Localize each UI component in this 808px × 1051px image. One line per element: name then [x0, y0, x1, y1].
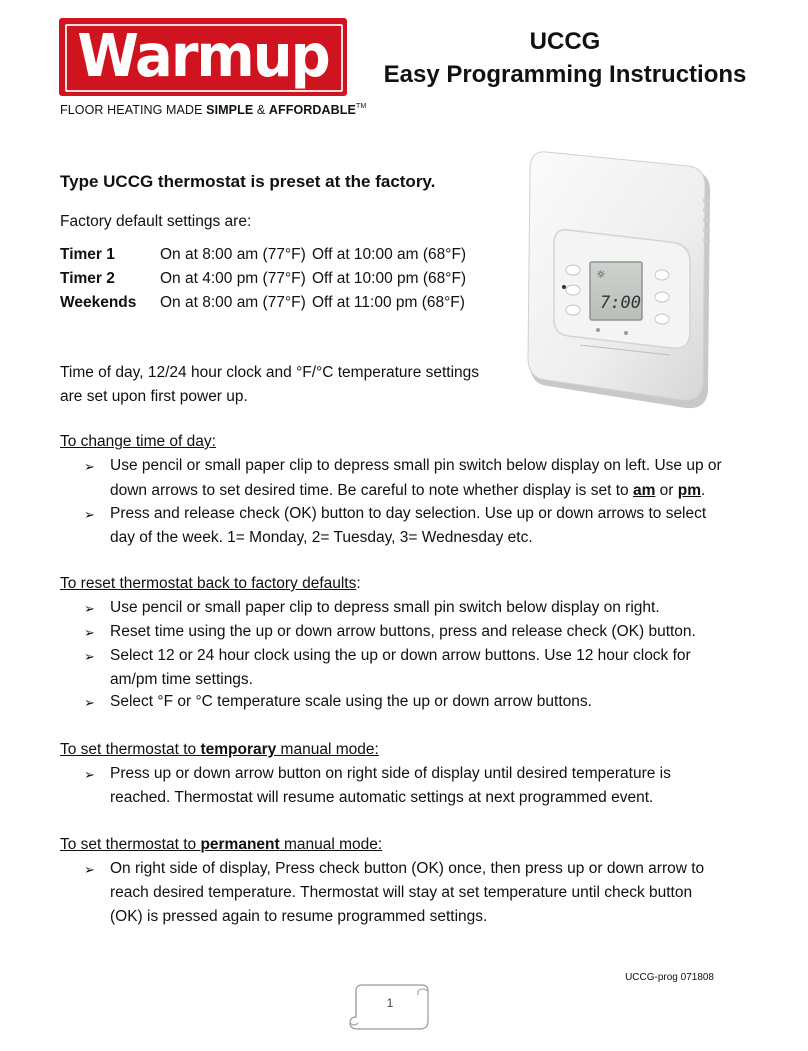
permanent-step-line-1: On right side of display, Press check button (OK) once, then press up or down arrow to	[110, 860, 705, 877]
section-title-temporary: To set thermostat to temporary manual mode:	[60, 741, 379, 758]
temporary-step-line-2: reached. Thermostat will resume automatic settings at next programmed event.	[110, 789, 654, 806]
doc-code: UCCG-prog 071808	[625, 972, 714, 983]
schedule-on: On at 8:00 am (77°F)	[160, 246, 306, 263]
schedule-off: Off at 11:00 pm (68°F)	[312, 294, 465, 311]
temporary-step-line-1: Press up or down arrow button on right side of display until desired temperature is	[110, 765, 671, 782]
reset-step-1: Use pencil or small paper clip to depress small pin switch below display on right.	[110, 599, 660, 616]
thermostat-image	[520, 150, 720, 415]
logo-brand-text: Warmup	[77, 22, 329, 91]
bullet-marker: ➢	[84, 862, 95, 877]
permanent-step-line-2: reach desired temperature. Thermostat will stay at set temperature until check button	[110, 884, 693, 901]
permanent-step-line-3: (OK) is pressed again to resume programmed settings.	[110, 908, 488, 925]
bullet-marker: ➢	[84, 695, 95, 710]
doc-title: Easy Programming Instructions	[383, 61, 747, 88]
reset-step-3-line-1: Select 12 or 24 hour clock using the up or down arrow buttons. Use 12 hour clock for	[110, 647, 691, 664]
power-up-note: Time of day, 12/24 hour clock and °F/°C temperature settings	[60, 364, 480, 381]
schedule-off: Off at 10:00 pm (68°F)	[312, 270, 467, 287]
bullet-marker: ➢	[84, 507, 95, 522]
schedule-off: Off at 10:00 am (68°F)	[312, 246, 467, 263]
time-step-2-line-2: day of the week. 1= Monday, 2= Tuesday, 3= Wednesday etc.	[110, 529, 533, 546]
lcd-sun-icon: ☼	[596, 268, 606, 281]
time-step-2-line-1: Press and release check (OK) button to day selection. Use up or down arrows to select	[110, 505, 707, 522]
reset-step-4: Select °F or °C temperature scale using the up or down arrow buttons.	[110, 693, 592, 710]
reset-step-2: Reset time using the up or down arrow buttons, press and release check (OK) button.	[110, 623, 696, 640]
doc-title-model: UCCG	[529, 28, 601, 55]
schedule-on: On at 4:00 pm (77°F)	[160, 270, 306, 287]
schedule-label: Timer 2	[60, 270, 115, 287]
time-step-1-line-2: down arrows to set desired time. Be careful to note whether display is set to am or pm.	[110, 482, 706, 499]
page-number: 1	[386, 996, 394, 1010]
logo-tagline: FLOOR HEATING MADE SIMPLE & AFFORDABLE™	[60, 103, 367, 117]
defaults-label: Factory default settings are:	[60, 213, 252, 230]
bullet-marker: ➢	[84, 625, 95, 640]
warmup-logo	[59, 18, 347, 96]
lcd-time: 7:00	[600, 293, 641, 313]
intro-heading: Type UCCG thermostat is preset at the factory.	[60, 172, 436, 191]
time-step-1-line-1: Use pencil or small paper clip to depress small pin switch below display on left. Use up or	[110, 457, 722, 474]
reset-step-3-line-2: am/pm time settings.	[110, 671, 253, 688]
schedule-label: Timer 1	[60, 246, 115, 263]
bullet-marker: ➢	[84, 601, 95, 616]
bullet-marker: ➢	[84, 649, 95, 664]
power-up-note: are set upon first power up.	[60, 388, 248, 405]
schedule-on: On at 8:00 am (77°F)	[160, 294, 306, 311]
schedule-label: Weekends	[60, 294, 137, 311]
bullet-marker: ➢	[84, 459, 95, 474]
bullet-marker: ➢	[84, 767, 95, 782]
section-title-permanent: To set thermostat to permanent manual mode:	[60, 836, 383, 853]
section-title-time: To change time of day:	[60, 433, 216, 450]
section-title-reset: To reset thermostat back to factory defaults:	[60, 575, 361, 592]
